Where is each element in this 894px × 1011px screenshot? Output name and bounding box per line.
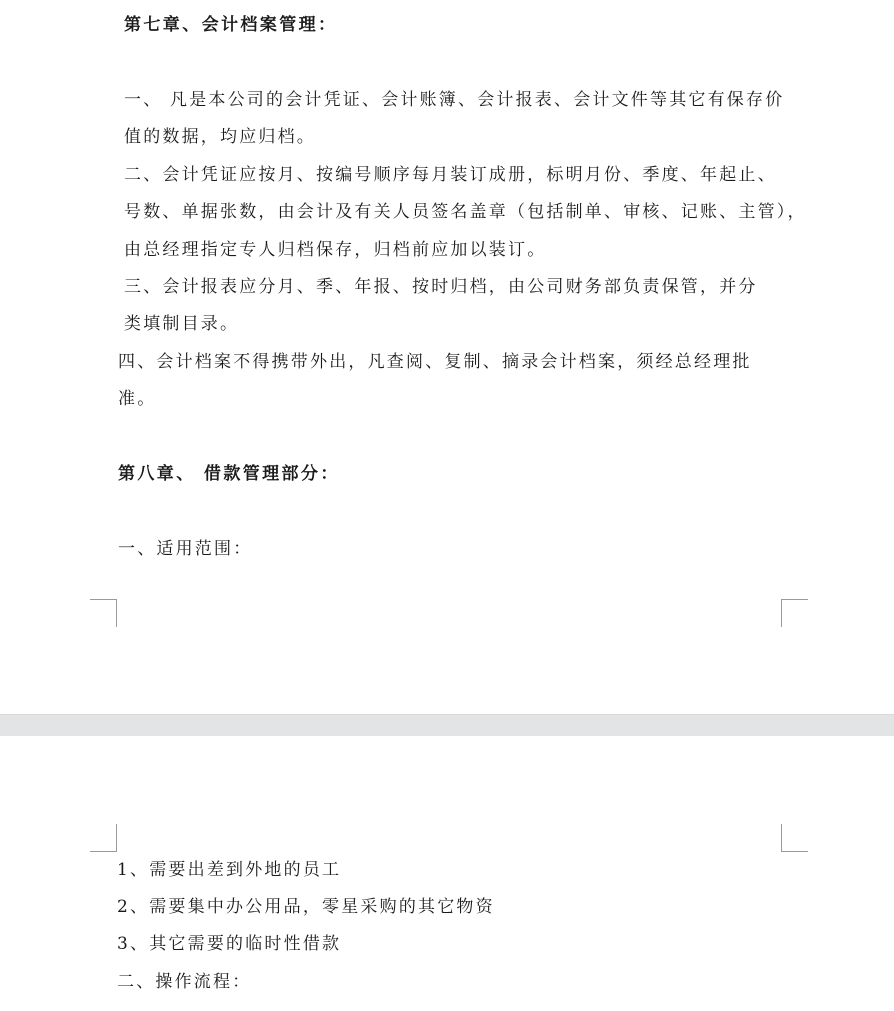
paragraph-line: 三、会计报表应分月、季、年报、按时归档，由公司财务部负责保管，并分 [124,277,758,297]
chapter-7-heading: 第七章、会计档案管理： [124,15,338,35]
paragraph-line: 值的数据，均应归档。 [124,127,316,147]
paragraph-line: 准。 [118,389,157,409]
list-item: 2、需要集中办公用品，零星采购的其它物资 [117,897,495,917]
paragraph-line: 号数、单据张数，由会计及有关人员签名盖章（包括制单、审核、记账、主管）， [124,202,807,222]
chapter-8-heading: 第八章、 借款管理部分： [118,464,340,484]
paragraph-line: 二、会计凭证应按月、按编号顺序每月装订成册，标明月份、季度、年起止、 [124,165,777,185]
margin-corner-mark [90,824,117,852]
document-page [0,736,894,1011]
paragraph-line: 类填制目录。 [124,314,240,334]
margin-corner-mark [90,599,117,627]
section-heading: 二、操作流程： [117,972,252,992]
paragraph-line: 由总经理指定专人归档保存，归档前应加以装订。 [124,240,547,260]
margin-corner-mark [781,599,808,627]
list-item: 3、其它需要的临时性借款 [117,934,342,954]
margin-corner-mark [781,824,808,852]
list-item: 1、需要出差到外地的员工 [117,860,342,880]
paragraph-line: 四、会计档案不得携带外出，凡查阅、复制、摘录会计档案，须经总经理批 [118,352,752,372]
page-break-gap [0,714,894,737]
paragraph-line: 一、 凡是本公司的会计凭证、会计账簿、会计报表、会计文件等其它有保存价 [124,90,785,110]
section-heading: 一、适用范围： [118,539,253,559]
